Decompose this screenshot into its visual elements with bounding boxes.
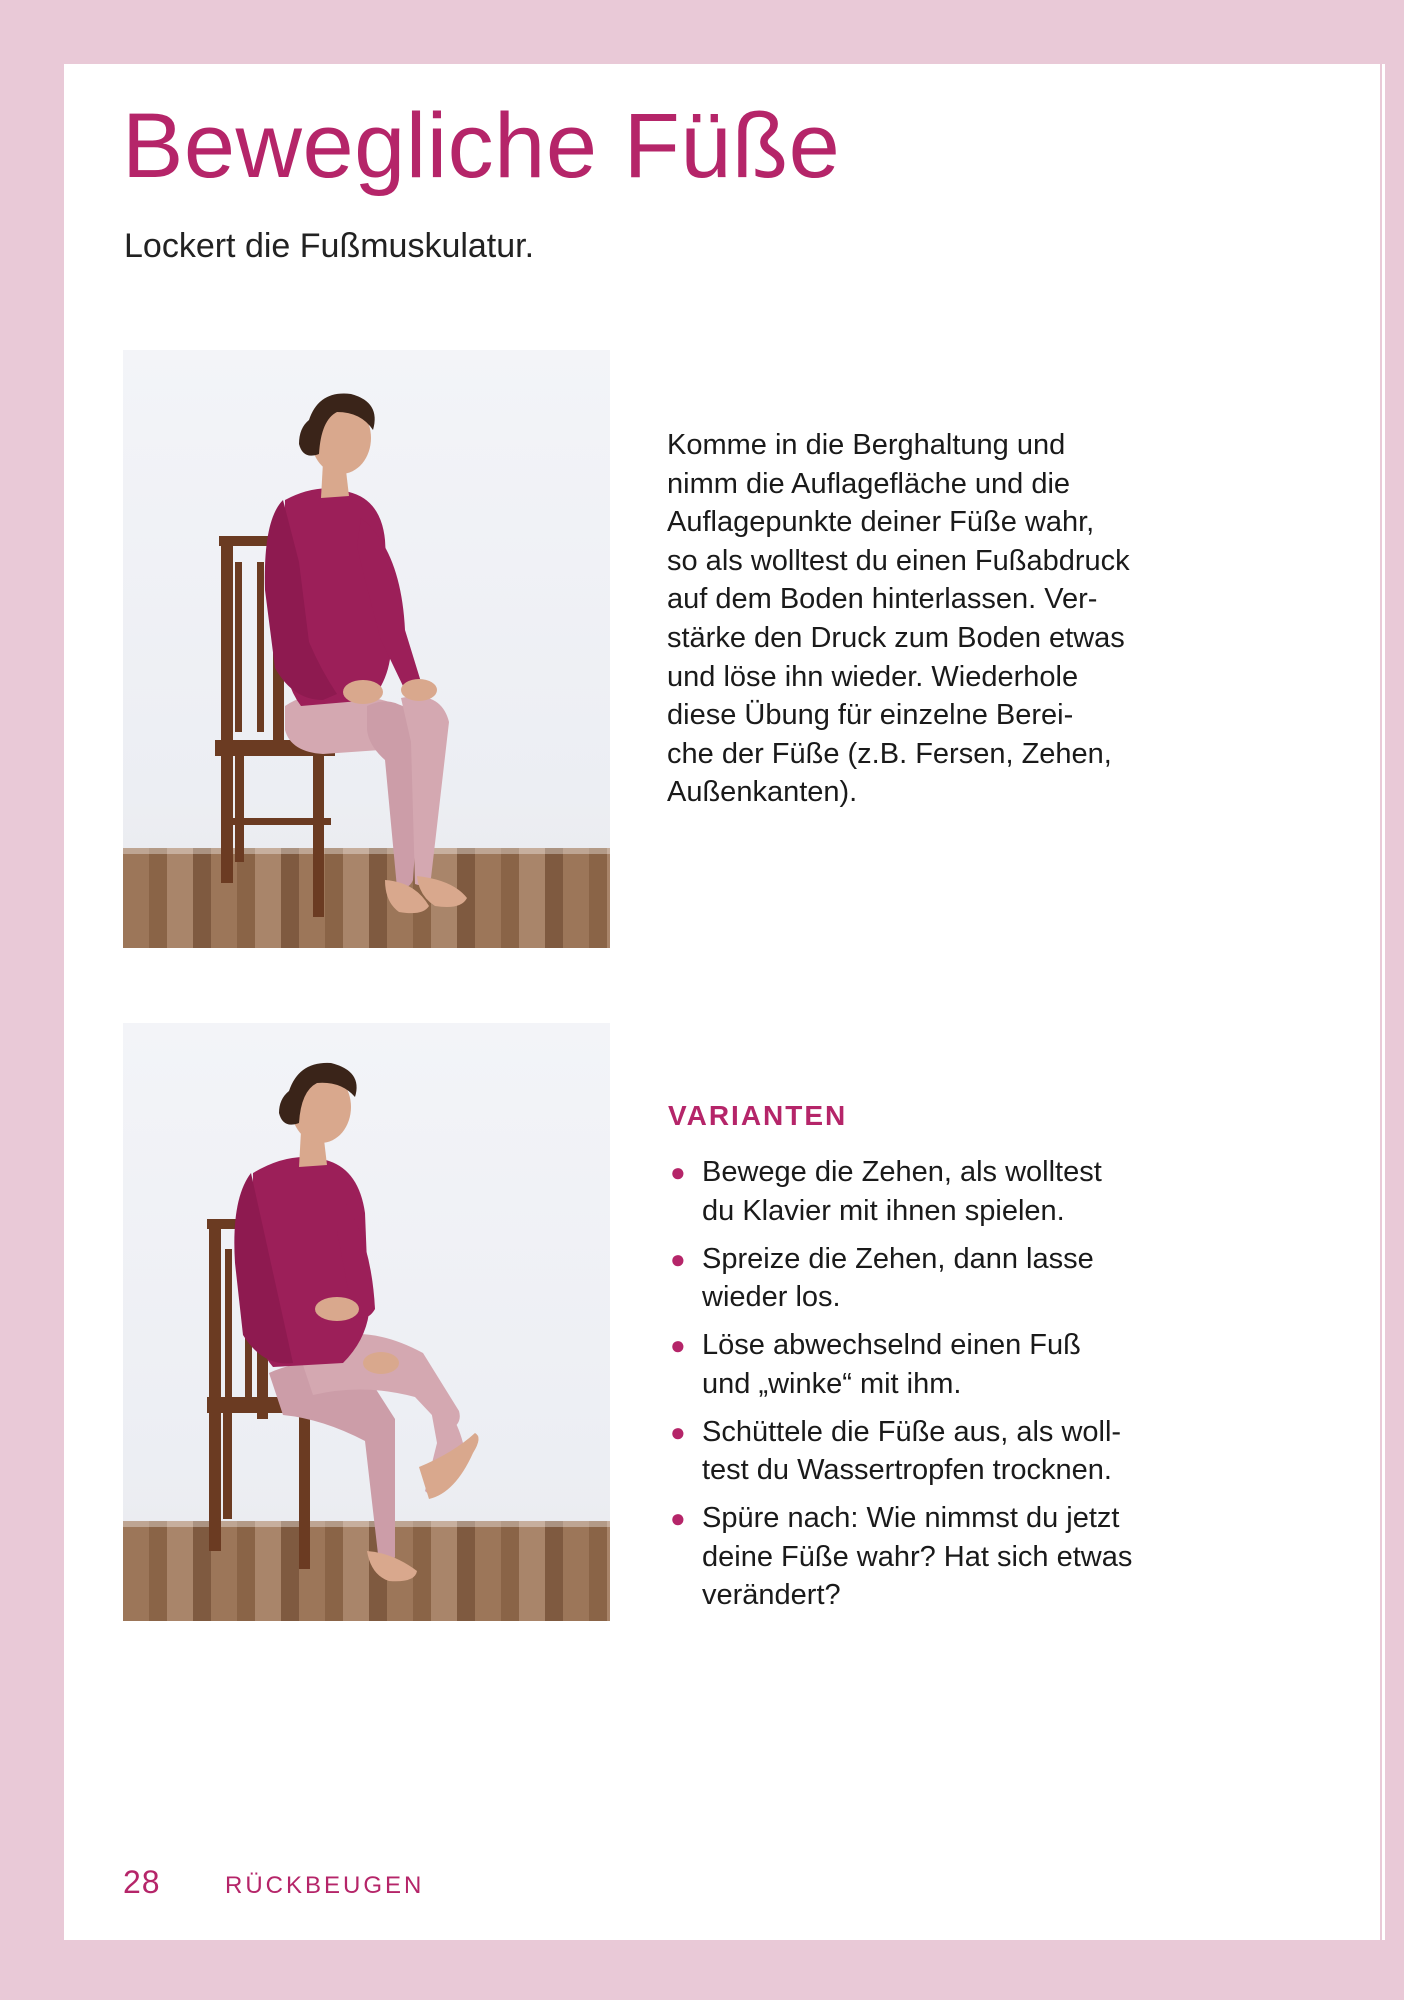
page-edge xyxy=(1382,64,1385,1940)
instruction-line: Auflagepunkte deiner Füße wahr, xyxy=(667,506,1095,539)
instruction-line: diese Übung für einzelne Berei- xyxy=(667,699,1074,732)
bullet-icon: ● xyxy=(670,1243,686,1274)
instruction-line: so als wolltest du einen Fußabdruck xyxy=(667,544,1130,577)
section-label: RÜCKBEUGEN xyxy=(225,1872,425,1899)
seated-woman-illustration xyxy=(123,350,610,948)
variant-line: Schüttele die Füße aus, als woll- xyxy=(702,1415,1122,1448)
variant-line: und „winke“ mit ihm. xyxy=(702,1367,962,1400)
variant-line: Löse abwechselnd einen Fuß xyxy=(702,1329,1081,1361)
instruction-line: Außenkanten). xyxy=(667,776,858,809)
variant-item xyxy=(668,1499,1208,1615)
instruction-line: che der Füße (z.B. Fersen, Zehen, xyxy=(667,737,1112,770)
variant-line: Spreize die Zehen, dann lasse xyxy=(702,1242,1094,1275)
exercise-instructions xyxy=(667,426,1187,812)
variant-line: wieder los. xyxy=(702,1281,841,1313)
variant-line: verändert? xyxy=(702,1579,841,1611)
page-number: 28 xyxy=(123,1864,161,1900)
variants-heading: VARIANTEN xyxy=(668,1100,848,1131)
page-sheet xyxy=(64,64,1380,1940)
instruction-line: Komme in die Berghaltung und xyxy=(667,429,1066,461)
instruction-line: nimm die Auflagefläche und die xyxy=(667,467,1071,500)
variant-item xyxy=(668,1240,1208,1317)
page-subtitle: Lockert die Fußmuskulatur. xyxy=(124,227,535,265)
instruction-line: und löse ihn wieder. Wiederhole xyxy=(667,660,1079,693)
exercise-photo-seated xyxy=(123,350,610,948)
bullet-icon: ● xyxy=(670,1157,686,1187)
variant-line: Bewege die Zehen, als wolltest xyxy=(702,1156,1102,1188)
page-title: Bewegliche Füße xyxy=(122,95,841,197)
variant-line: deine Füße wahr? Hat sich etwas xyxy=(702,1540,1133,1573)
instruction-line: stärke den Druck zum Boden etwas xyxy=(667,621,1125,654)
bullet-icon: ● xyxy=(670,1416,686,1447)
bullet-icon: ● xyxy=(670,1330,686,1360)
bullet-icon: ● xyxy=(670,1503,686,1533)
variant-line: test du Wassertropfen trocknen. xyxy=(702,1454,1112,1486)
variant-item xyxy=(668,1153,1208,1230)
seated-woman-crossed-leg-illustration xyxy=(123,1023,610,1621)
exercise-photo-leg-crossed xyxy=(123,1023,610,1621)
variant-item xyxy=(668,1326,1208,1403)
variant-item xyxy=(668,1413,1208,1490)
variants-list xyxy=(668,1153,1208,1624)
variant-line: du Klavier mit ihnen spielen. xyxy=(702,1194,1065,1227)
variant-line: Spüre nach: Wie nimmst du jetzt xyxy=(702,1502,1120,1534)
instruction-line: auf dem Boden hinterlassen. Ver- xyxy=(667,583,1098,616)
